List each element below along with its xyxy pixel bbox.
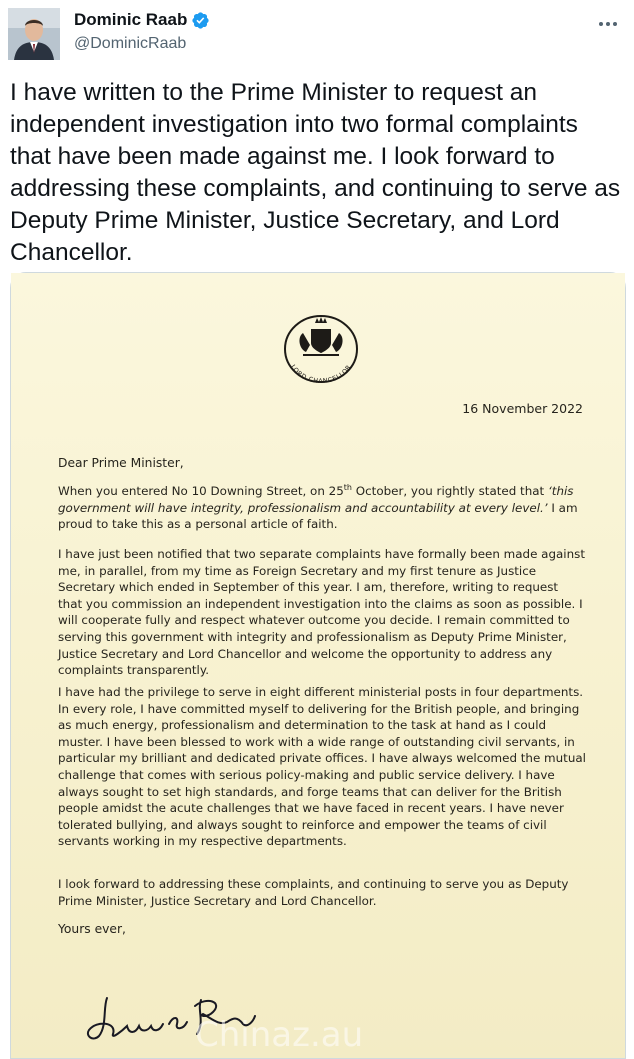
paragraph-3: I have had the privilege to serve in eight different ministerial posts in four departments. In every role, I have committed myself to delivering for the British people, and bringing as much energy, professionalism and determination to the task at hand as I could muster. I have been blessed to work with a wide range of outstanding civil servants, in particular my brilliant and dedicated private offices. I have always welcomed the mutual challenge that comes with serious policy-making and public service delivery. I have always sought to set high standards, and forge teams that can deliver for the British people amidst the acute challenges that we have faced in recent years. I have never tolerated bullying, and always sought to reinforce and empower the teams of civil servants working in my respective departments. [58, 685, 586, 849]
avatar[interactable] [8, 8, 60, 60]
handwritten-signature [77, 986, 364, 1055]
tweet-media-image[interactable] [10, 272, 626, 1059]
svg-text:LORD CHANCELLOR: LORD CHANCELLOR [288, 363, 354, 386]
paragraph-4: I look forward to addressing these complaints, and continuing to serve you as Deputy Prime Minister, Justice Secretary and Lord Chancellor. [58, 877, 569, 908]
avatar-image [8, 8, 60, 60]
lord-chancellor-crest-icon [273, 309, 369, 387]
name-row [74, 10, 210, 30]
salutation: Dear Prime Minister, [58, 456, 184, 470]
sign-off: Yours ever, [58, 922, 126, 936]
letter-date: 16 November 2022 [462, 401, 583, 416]
more-options-icon[interactable] [596, 14, 620, 34]
watermark-text: Chinaz.au [195, 1015, 364, 1055]
tweet-header [0, 0, 634, 70]
verified-badge-icon [191, 11, 210, 30]
letter-document [11, 273, 625, 1058]
tweet-text: I have written to the Prime Minister to request an independent investigation into two formal complaints that have been made against me. I look forward to addressing these complaints, and continuing to serve as Deputy Prime Minister, Justice Secretary, and Lord Chancellor. [10, 79, 621, 266]
handle[interactable]: @DominicRaab [74, 35, 187, 52]
paragraph-1: When you entered No 10 Downing Street, on 25th October, you rightly stated that ‘this government will have integrity, professionalism and accountability at every level.’ I am proud to take this as a personal article of faith. [58, 483, 578, 532]
display-name[interactable]: Dominic Raab [74, 10, 188, 29]
paragraph-2: I have just been notified that two separate complaints have formally been made against me, in parallel, from my time as Foreign Secretary and my first tenure as Justice Secretary which ended in September of this year. I am, therefore, writing to request that you commission an independent investigation into the claims as soon as possible. I will cooperate fully and respect whatever outcome you decide. I remain committed to serving this government with integrity and professionalism as Deputy Prime Minister, Justice Secretary and Lord Chancellor and welcome the opportunity to address any complaints transparently. [58, 547, 585, 678]
